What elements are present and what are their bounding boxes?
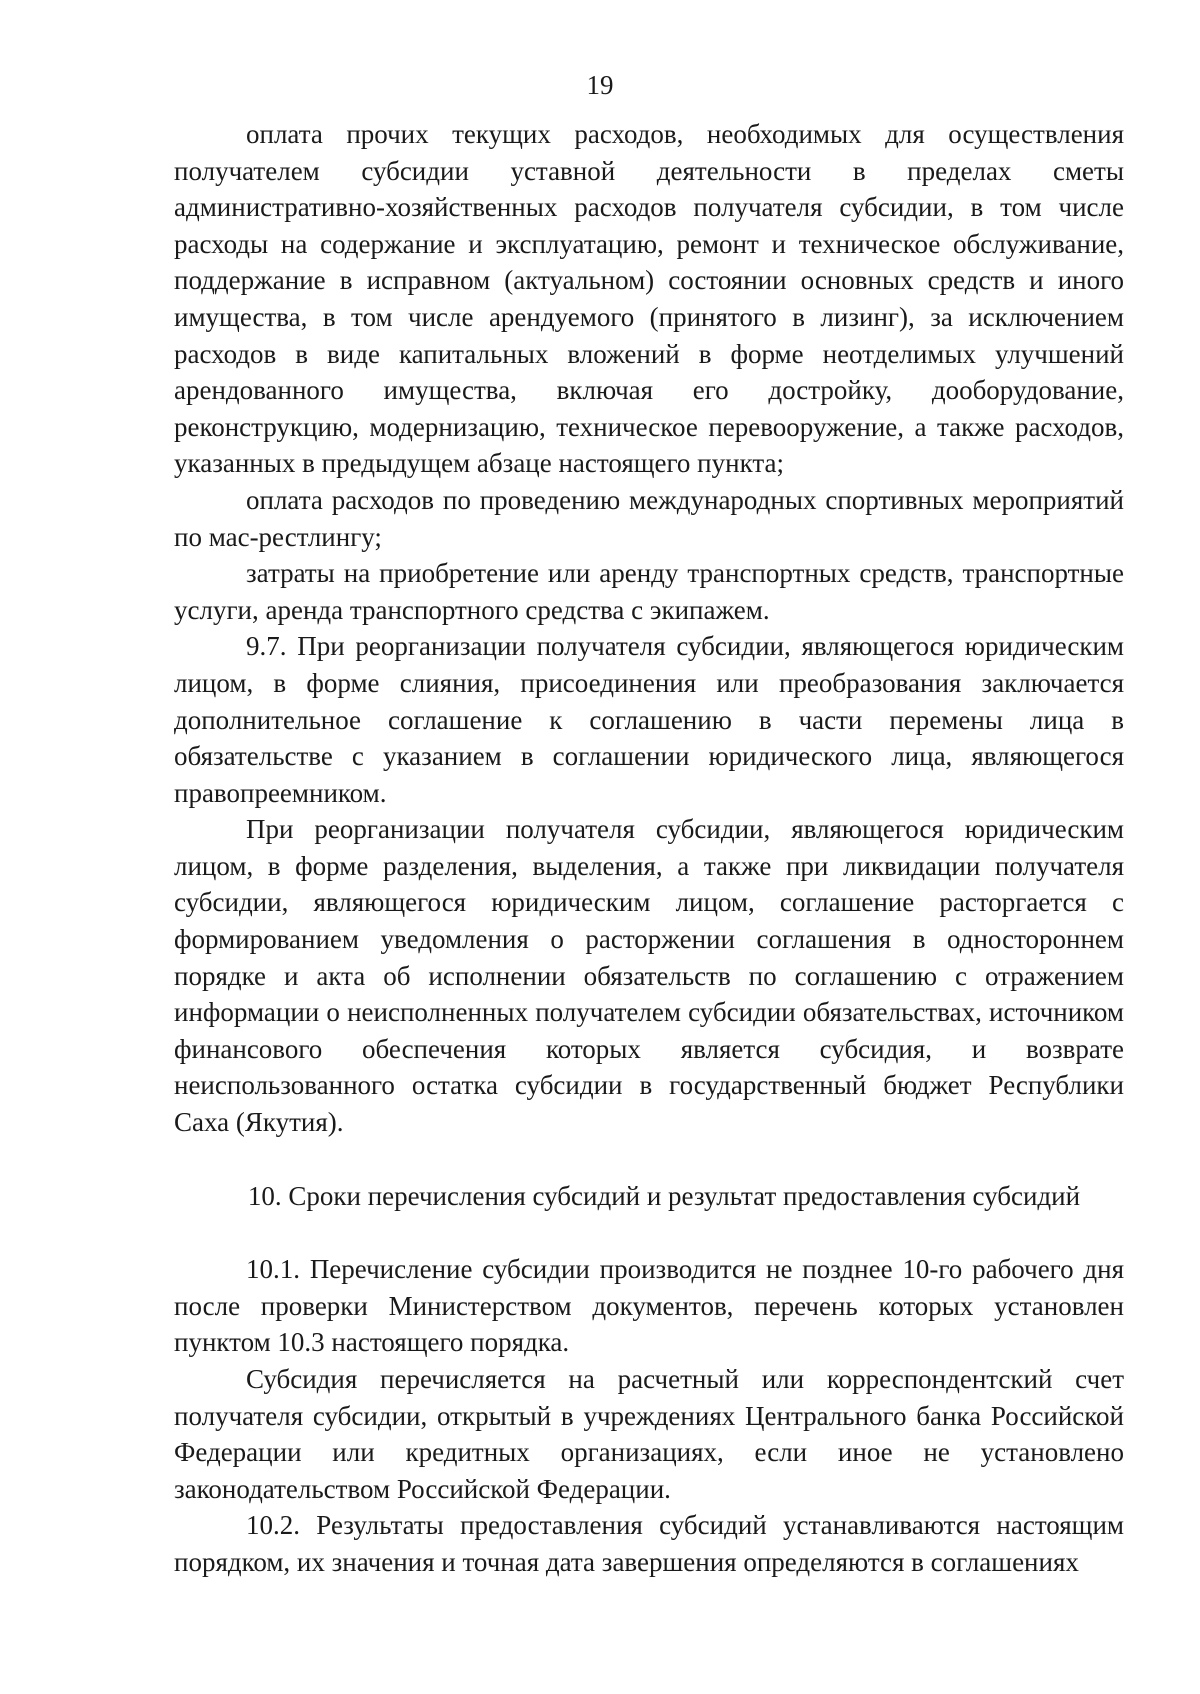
paragraph-competition-expenses: оплата расходов по проведению международных спортивных мероприятий по мас-рестлингу;	[174, 484, 1124, 552]
section-heading: 10. Сроки перечисления субсидий и результат предоставления субсидий	[247, 1180, 1081, 1211]
paragraph-10-1-transfer: 10.1. Перечисление субсидии производится не позднее 10-го рабочего дня после проверки Министерством документов, перечень которых установлен пунктом 10.3 настоящего порядка.	[174, 1254, 1124, 1358]
paragraph-9-7-reorganization: 9.7. При реорганизации получателя субсидии, являющегося юридическим лицом, в форме слияния, присоединения или преобразования заключается дополнительное соглашение к соглашению в части перемены лица в обязательстве с указанием в соглашении юридического лица, являющегося правопреемником.	[174, 631, 1124, 808]
paragraph-account-transfer: Субсидия перечисляется на расчетный или корреспондентский счет получателя субсидии, открытый в учреждениях Центрального банка Российской Федерации или кредитных организациях, если иное не установлено законодательством Российской Федерации.	[174, 1364, 1124, 1504]
paragraph-10-2-results: 10.2. Результаты предоставления субсидий устанавливаются настоящим порядком, их значения и точная дата завершения определяются в соглашениях	[174, 1510, 1124, 1577]
paragraph-liquidation: При реорганизации получателя субсидии, являющегося юридическим лицом, в форме разделения, выделения, а также при ликвидации получателя субсидии, являющегося юридическим лицом, соглашение расторгается с формированием уведомления о расторжении соглашения в одностороннем порядке и акта об исполнении обязательств по соглашению с отражением информации о неисполненных получателем субсидии обязательствах, источником финансового обеспечения которых является субсидия, и возврате неиспользованного остатка субсидии в государственный бюджет Республики Саха (Якутия).	[174, 814, 1124, 1138]
page-number: 19	[586, 70, 614, 100]
paragraph-office-expenses: оплата прочих текущих расходов, необходимых для осуществления получателем субсидии уставной деятельности в пределах сметы административно-хозяйственных расходов получателя субсидии, в том числе расходы на содержание и эксплуатацию, ремонт и техническое обслуживание, поддержание в исправном (актуальном) состоянии основных средств и иного имущества, в том числе арендуемого (принятого в лизинг), за исключением расходов в виде капитальных вложений в форме неотделимых улучшений арендованного имущества, включая его достройку, дооборудование, реконструкцию, модернизацию, техническое перевооружение, а также расходов, указанных в предыдущем абзаце настоящего пункта;	[174, 119, 1124, 479]
document-body	[174, 116, 1124, 1581]
paragraph-transport-expenses: затраты на приобретение или аренду транспортных средств, транспортные услуги, аренда транспортного средства с экипажем.	[174, 558, 1124, 625]
